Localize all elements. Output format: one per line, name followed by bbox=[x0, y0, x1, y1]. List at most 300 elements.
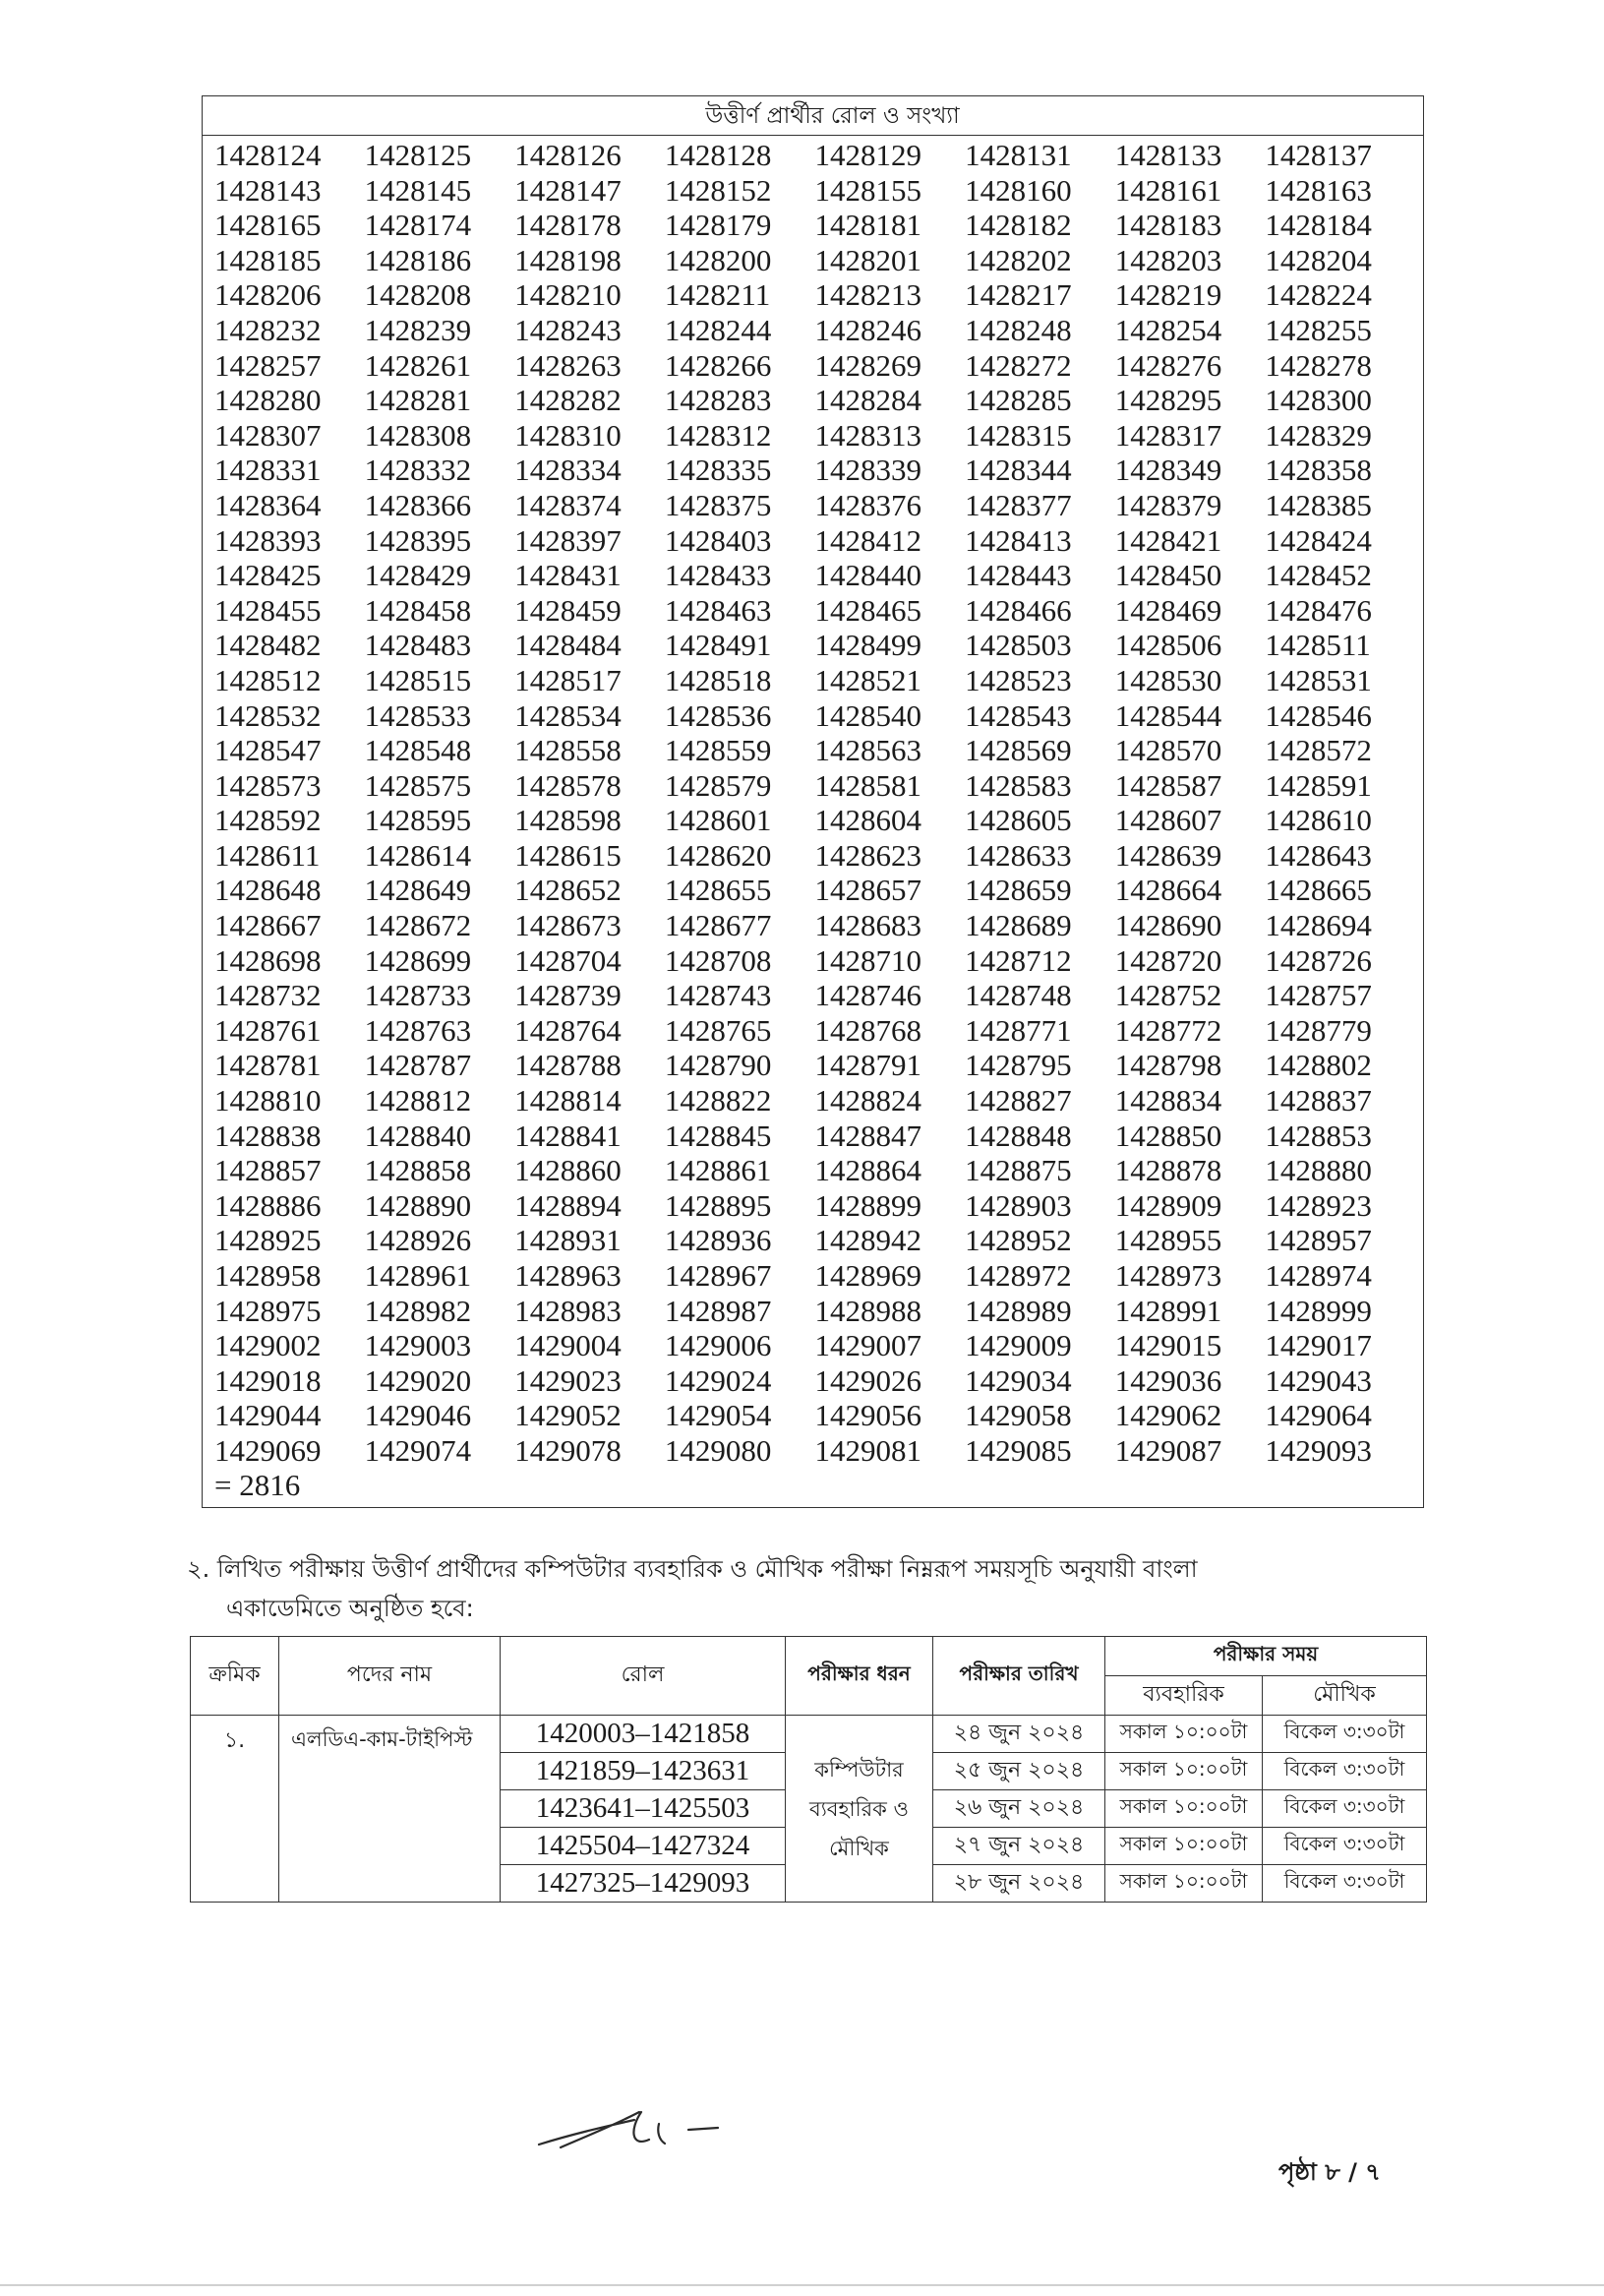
roll-number: 1428850 bbox=[1114, 1118, 1222, 1153]
roll-number: 1428200 bbox=[664, 242, 772, 277]
roll-number: 1428788 bbox=[514, 1048, 622, 1083]
roll-number: 1428482 bbox=[214, 628, 322, 663]
roll-number: 1428547 bbox=[214, 733, 322, 768]
roll-number: 1428515 bbox=[364, 662, 472, 697]
roll-number: 1428683 bbox=[814, 908, 921, 943]
roll-number: 1428623 bbox=[814, 837, 921, 873]
roll-number: 1428659 bbox=[965, 873, 1072, 908]
roll-number: 1428798 bbox=[1114, 1048, 1222, 1083]
roll-number: 1428315 bbox=[965, 417, 1072, 453]
roll-number: 1428184 bbox=[1265, 208, 1372, 243]
roll-number: 1428601 bbox=[664, 803, 772, 838]
roll-number: 1429056 bbox=[814, 1398, 921, 1433]
roll-number: 1429085 bbox=[965, 1432, 1072, 1468]
roll-number: 1428972 bbox=[965, 1258, 1072, 1293]
roll-number: 1428491 bbox=[664, 628, 772, 663]
roll-number: 1428761 bbox=[214, 1012, 322, 1048]
roll-number: 1428575 bbox=[364, 767, 472, 803]
roll-number: 1428450 bbox=[1114, 558, 1222, 593]
roll-number: 1428845 bbox=[664, 1118, 772, 1153]
roll-number: 1429046 bbox=[364, 1398, 472, 1433]
roll-number: 1428518 bbox=[664, 662, 772, 697]
roll-number: 1428743 bbox=[664, 978, 772, 1013]
roll-number: 1428374 bbox=[514, 487, 622, 522]
roll-number: 1428961 bbox=[364, 1258, 472, 1293]
roll-number: 1428147 bbox=[514, 172, 622, 208]
roll-number: 1428657 bbox=[814, 873, 921, 908]
roll-number: 1428548 bbox=[364, 733, 472, 768]
roll-number: 1428689 bbox=[965, 908, 1072, 943]
roll-number: 1428224 bbox=[1265, 277, 1372, 313]
header-exam-time: পরীক্ষার সময় bbox=[1105, 1637, 1427, 1676]
roll-number: 1429004 bbox=[514, 1328, 622, 1363]
roll-number: 1428429 bbox=[364, 558, 472, 593]
roll-number: 1428591 bbox=[1265, 767, 1372, 803]
roll-number: 1428165 bbox=[214, 208, 322, 243]
roll-number: 1428694 bbox=[1265, 908, 1372, 943]
roll-number: 1428463 bbox=[664, 592, 772, 628]
roll-range: 1420003–1421858 bbox=[501, 1716, 786, 1753]
roll-number: 1428425 bbox=[214, 558, 322, 593]
roll-number: 1428987 bbox=[664, 1293, 772, 1328]
roll-number: 1428708 bbox=[664, 942, 772, 978]
roll-number: 1428712 bbox=[965, 942, 1072, 978]
roll-number: 1428208 bbox=[364, 277, 472, 313]
roll-number: 1428726 bbox=[1265, 942, 1372, 978]
roll-number: 1428880 bbox=[1265, 1153, 1372, 1188]
roll-number: 1428607 bbox=[1114, 803, 1222, 838]
roll-number: 1428331 bbox=[214, 453, 322, 488]
roll-number: 1428206 bbox=[214, 277, 322, 313]
roll-number: 1429043 bbox=[1265, 1362, 1372, 1398]
roll-number: 1428853 bbox=[1265, 1118, 1372, 1153]
roll-number: 1428344 bbox=[965, 453, 1072, 488]
roll-number: 1428536 bbox=[664, 697, 772, 733]
roll-number: 1428126 bbox=[514, 138, 622, 172]
roll-range: 1421859–1423631 bbox=[501, 1753, 786, 1790]
roll-number: 1428532 bbox=[214, 697, 322, 733]
roll-number: 1428559 bbox=[664, 733, 772, 768]
viva-time: বিকেল ৩:৩০টা bbox=[1263, 1753, 1427, 1790]
roll-number: 1428878 bbox=[1114, 1153, 1222, 1188]
roll-number: 1428246 bbox=[814, 312, 921, 347]
roll-number: 1428280 bbox=[214, 383, 322, 418]
roll-number: 1428375 bbox=[664, 487, 772, 522]
roll-number: 1428581 bbox=[814, 767, 921, 803]
roll-number: 1428452 bbox=[1265, 558, 1372, 593]
roll-number: 1428248 bbox=[965, 312, 1072, 347]
roll-total: = 2816 bbox=[214, 1467, 301, 1502]
roll-number: 1428664 bbox=[1114, 873, 1222, 908]
signature bbox=[531, 2090, 767, 2159]
roll-number: 1429015 bbox=[1114, 1328, 1222, 1363]
roll-number: 1428143 bbox=[214, 172, 322, 208]
roll-number: 1428824 bbox=[814, 1083, 921, 1118]
roll-number: 1428643 bbox=[1265, 837, 1372, 873]
roll-number: 1428283 bbox=[664, 383, 772, 418]
roll-number: 1428133 bbox=[1114, 138, 1222, 172]
roll-number: 1428791 bbox=[814, 1048, 921, 1083]
header-viva: মৌখিক bbox=[1263, 1676, 1427, 1716]
roll-number: 1428530 bbox=[1114, 662, 1222, 697]
roll-number: 1428312 bbox=[664, 417, 772, 453]
roll-number: 1429036 bbox=[1114, 1362, 1222, 1398]
exam-date: ২৮ জুন ২০২৪ bbox=[933, 1865, 1105, 1903]
roll-number: 1428129 bbox=[814, 138, 921, 172]
roll-number: 1429087 bbox=[1114, 1432, 1222, 1468]
roll-number: 1428765 bbox=[664, 1012, 772, 1048]
roll-number: 1428211 bbox=[664, 277, 771, 313]
roll-number: 1428895 bbox=[664, 1187, 772, 1223]
roll-number: 1428848 bbox=[965, 1118, 1072, 1153]
roll-range: 1425504–1427324 bbox=[501, 1828, 786, 1865]
roll-number: 1428465 bbox=[814, 592, 921, 628]
roll-number: 1428266 bbox=[664, 347, 772, 383]
roll-number: 1428963 bbox=[514, 1258, 622, 1293]
roll-number: 1428160 bbox=[965, 172, 1072, 208]
roll-number: 1428614 bbox=[364, 837, 472, 873]
roll-number: 1428573 bbox=[214, 767, 322, 803]
roll-number: 1428857 bbox=[214, 1153, 322, 1188]
roll-number: 1428183 bbox=[1114, 208, 1222, 243]
roll-number: 1428124 bbox=[214, 138, 322, 172]
roll-number: 1428339 bbox=[814, 453, 921, 488]
roll-number: 1429078 bbox=[514, 1432, 622, 1468]
roll-number: 1428499 bbox=[814, 628, 921, 663]
roll-number: 1428412 bbox=[814, 522, 921, 558]
roll-number: 1428278 bbox=[1265, 347, 1372, 383]
roll-number: 1429009 bbox=[965, 1328, 1072, 1363]
viva-time: বিকেল ৩:৩০টা bbox=[1263, 1716, 1427, 1753]
roll-number: 1428958 bbox=[214, 1258, 322, 1293]
roll-number: 1428503 bbox=[965, 628, 1072, 663]
roll-number: 1428546 bbox=[1265, 697, 1372, 733]
roll-number: 1428787 bbox=[364, 1048, 472, 1083]
roll-number: 1428847 bbox=[814, 1118, 921, 1153]
roll-number: 1428988 bbox=[814, 1293, 921, 1328]
roll-number: 1428182 bbox=[965, 208, 1072, 243]
roll-number: 1428926 bbox=[364, 1223, 472, 1258]
roll-number: 1428202 bbox=[965, 242, 1072, 277]
roll-number: 1428764 bbox=[514, 1012, 622, 1048]
roll-number: 1428476 bbox=[1265, 592, 1372, 628]
roll-number: 1428431 bbox=[514, 558, 622, 593]
roll-number: 1428925 bbox=[214, 1223, 322, 1258]
bottom-rule bbox=[0, 2284, 1604, 2286]
roll-number: 1429062 bbox=[1114, 1398, 1222, 1433]
roll-number: 1428583 bbox=[965, 767, 1072, 803]
roll-number: 1428521 bbox=[814, 662, 921, 697]
roll-number: 1429034 bbox=[965, 1362, 1072, 1398]
roll-number: 1428544 bbox=[1114, 697, 1222, 733]
roll-number: 1429006 bbox=[664, 1328, 772, 1363]
roll-number: 1428834 bbox=[1114, 1083, 1222, 1118]
practical-time: সকাল ১০:০০টা bbox=[1105, 1865, 1263, 1903]
roll-number: 1428210 bbox=[514, 277, 622, 313]
exam-date: ২৭ জুন ২০২৪ bbox=[933, 1828, 1105, 1865]
roll-number: 1428704 bbox=[514, 942, 622, 978]
header-serial: ক্রমিক bbox=[191, 1637, 279, 1716]
viva-time: বিকেল ৩:৩০টা bbox=[1263, 1828, 1427, 1865]
roll-number: 1428955 bbox=[1114, 1223, 1222, 1258]
roll-number: 1428699 bbox=[364, 942, 472, 978]
roll-number: 1428284 bbox=[814, 383, 921, 418]
roll-number: 1428672 bbox=[364, 908, 472, 943]
roll-number: 1428592 bbox=[214, 803, 322, 838]
roll-number: 1429081 bbox=[814, 1432, 921, 1468]
roll-number: 1428952 bbox=[965, 1223, 1072, 1258]
roll-number: 1428633 bbox=[965, 837, 1072, 873]
roll-number: 1428802 bbox=[1265, 1048, 1372, 1083]
header-exam-date: পরীক্ষার তারিখ bbox=[933, 1637, 1105, 1716]
roll-number: 1429054 bbox=[664, 1398, 772, 1433]
roll-number: 1428973 bbox=[1114, 1258, 1222, 1293]
roll-number: 1428923 bbox=[1265, 1187, 1372, 1223]
roll-number: 1428213 bbox=[814, 277, 921, 313]
roll-number: 1428615 bbox=[514, 837, 622, 873]
roll-number: 1429020 bbox=[364, 1362, 472, 1398]
roll-number: 1428317 bbox=[1114, 417, 1222, 453]
roll-number: 1428989 bbox=[965, 1293, 1072, 1328]
roll-number: 1428698 bbox=[214, 942, 322, 978]
roll-number: 1428974 bbox=[1265, 1258, 1372, 1293]
roll-number: 1428957 bbox=[1265, 1223, 1372, 1258]
roll-number: 1428710 bbox=[814, 942, 921, 978]
practical-time: সকাল ১০:০০টা bbox=[1105, 1753, 1263, 1790]
roll-number: 1428578 bbox=[514, 767, 622, 803]
roll-number: 1429023 bbox=[514, 1362, 622, 1398]
roll-number: 1429018 bbox=[214, 1362, 322, 1398]
roll-number: 1428558 bbox=[514, 733, 622, 768]
roll-number: 1428570 bbox=[1114, 733, 1222, 768]
roll-number: 1428358 bbox=[1265, 453, 1372, 488]
roll-number: 1428517 bbox=[514, 662, 622, 697]
roll-number: 1428779 bbox=[1265, 1012, 1372, 1048]
roll-number: 1428673 bbox=[514, 908, 622, 943]
roll-number: 1428203 bbox=[1114, 242, 1222, 277]
viva-time: বিকেল ৩:৩০টা bbox=[1263, 1865, 1427, 1903]
header-roll: রোল bbox=[501, 1637, 786, 1716]
roll-number: 1428639 bbox=[1114, 837, 1222, 873]
roll-number: 1428975 bbox=[214, 1293, 322, 1328]
roll-number: 1428161 bbox=[1114, 172, 1222, 208]
roll-number: 1428894 bbox=[514, 1187, 622, 1223]
roll-number: 1428511 bbox=[1265, 628, 1371, 663]
roll-number: 1428563 bbox=[814, 733, 921, 768]
roll-number: 1428310 bbox=[514, 417, 622, 453]
roll-number: 1428569 bbox=[965, 733, 1072, 768]
roll-number: 1428531 bbox=[1265, 662, 1372, 697]
roll-number: 1428772 bbox=[1114, 1012, 1222, 1048]
roll-number: 1428155 bbox=[814, 172, 921, 208]
roll-number: 1428395 bbox=[364, 522, 472, 558]
roll-number: 1428178 bbox=[514, 208, 622, 243]
roll-number: 1428131 bbox=[965, 138, 1072, 172]
roll-number: 1428244 bbox=[664, 312, 772, 347]
roll-number: 1428579 bbox=[664, 767, 772, 803]
roll-number: 1428931 bbox=[514, 1223, 622, 1258]
roll-number: 1428335 bbox=[664, 453, 772, 488]
roll-number: 1428295 bbox=[1114, 383, 1222, 418]
exam-date: ২৪ জুন ২০২৪ bbox=[933, 1716, 1105, 1753]
roll-number: 1428506 bbox=[1114, 628, 1222, 663]
roll-number: 1428440 bbox=[814, 558, 921, 593]
viva-time: বিকেল ৩:৩০টা bbox=[1263, 1790, 1427, 1828]
roll-number: 1428746 bbox=[814, 978, 921, 1013]
roll-number: 1428909 bbox=[1114, 1187, 1222, 1223]
roll-number: 1428186 bbox=[364, 242, 472, 277]
roll-number: 1429044 bbox=[214, 1398, 322, 1433]
roll-number: 1428677 bbox=[664, 908, 772, 943]
roll-number: 1428334 bbox=[514, 453, 622, 488]
header-practical: ব্যবহারিক bbox=[1105, 1676, 1263, 1716]
roll-number: 1428875 bbox=[965, 1153, 1072, 1188]
roll-number: 1428860 bbox=[514, 1153, 622, 1188]
roll-number: 1429058 bbox=[965, 1398, 1072, 1433]
roll-list-header: উত্তীর্ণ প্রার্থীর রোল ও সংখ্যা bbox=[203, 96, 1423, 136]
roll-number: 1428587 bbox=[1114, 767, 1222, 803]
roll-number: 1428366 bbox=[364, 487, 472, 522]
roll-number: 1428421 bbox=[1114, 522, 1222, 558]
roll-number: 1428349 bbox=[1114, 453, 1222, 488]
roll-number: 1428655 bbox=[664, 873, 772, 908]
roll-number: 1428198 bbox=[514, 242, 622, 277]
roll-number: 1428543 bbox=[965, 697, 1072, 733]
roll-number: 1428841 bbox=[514, 1118, 622, 1153]
roll-number: 1428285 bbox=[965, 383, 1072, 418]
roll-number: 1429026 bbox=[814, 1362, 921, 1398]
roll-number: 1428145 bbox=[364, 172, 472, 208]
roll-number: 1428385 bbox=[1265, 487, 1372, 522]
roll-number: 1428403 bbox=[664, 522, 772, 558]
roll-number: 1428763 bbox=[364, 1012, 472, 1048]
roll-number: 1428281 bbox=[364, 383, 472, 418]
roll-number: 1428512 bbox=[214, 662, 322, 697]
roll-number: 1429074 bbox=[364, 1432, 472, 1468]
roll-number: 1428757 bbox=[1265, 978, 1372, 1013]
roll-number: 1428733 bbox=[364, 978, 472, 1013]
post-name: এলডিএ-কাম-টাইপিস্ট bbox=[279, 1716, 501, 1903]
roll-number: 1428254 bbox=[1114, 312, 1222, 347]
roll-number: 1428458 bbox=[364, 592, 472, 628]
roll-number: 1429007 bbox=[814, 1328, 921, 1363]
roll-number: 1428720 bbox=[1114, 942, 1222, 978]
roll-number: 1428822 bbox=[664, 1083, 772, 1118]
roll-number: 1428790 bbox=[664, 1048, 772, 1083]
paragraph-line-2: একাডেমিতে অনুষ্ঠিত হবে: bbox=[226, 1595, 474, 1622]
roll-number: 1428610 bbox=[1265, 803, 1372, 838]
roll-number: 1428942 bbox=[814, 1223, 921, 1258]
roll-number: 1428605 bbox=[965, 803, 1072, 838]
roll-number: 1428459 bbox=[514, 592, 622, 628]
roll-number: 1428748 bbox=[965, 978, 1072, 1013]
roll-number: 1428648 bbox=[214, 873, 322, 908]
roll-number: 1429052 bbox=[514, 1398, 622, 1433]
roll-number: 1428455 bbox=[214, 592, 322, 628]
roll-number: 1428667 bbox=[214, 908, 322, 943]
roll-number: 1428903 bbox=[965, 1187, 1072, 1223]
roll-number: 1428163 bbox=[1265, 172, 1372, 208]
roll-number: 1428649 bbox=[364, 873, 472, 908]
roll-number: 1428125 bbox=[364, 138, 472, 172]
roll-number: 1428739 bbox=[514, 978, 622, 1013]
roll-number: 1428936 bbox=[664, 1223, 772, 1258]
header-post-name: পদের নাম bbox=[279, 1637, 501, 1716]
roll-number: 1428413 bbox=[965, 522, 1072, 558]
roll-number: 1428533 bbox=[364, 697, 472, 733]
roll-number: 1428332 bbox=[364, 453, 472, 488]
roll-number: 1428899 bbox=[814, 1187, 921, 1223]
exam-date: ২৬ জুন ২০২৪ bbox=[933, 1790, 1105, 1828]
roll-number: 1428307 bbox=[214, 417, 322, 453]
roll-number: 1428128 bbox=[664, 138, 772, 172]
roll-number: 1428595 bbox=[364, 803, 472, 838]
roll-number: 1428983 bbox=[514, 1293, 622, 1328]
roll-number: 1428483 bbox=[364, 628, 472, 663]
roll-number: 1428861 bbox=[664, 1153, 772, 1188]
roll-number: 1428137 bbox=[1265, 138, 1372, 172]
roll-number: 1428466 bbox=[965, 592, 1072, 628]
roll-number: 1428611 bbox=[214, 837, 321, 873]
roll-number: 1428814 bbox=[514, 1083, 622, 1118]
roll-number: 1428232 bbox=[214, 312, 322, 347]
roll-number: 1428864 bbox=[814, 1153, 921, 1188]
roll-number: 1428282 bbox=[514, 383, 622, 418]
roll-number: 1429080 bbox=[664, 1432, 772, 1468]
roll-number: 1429024 bbox=[664, 1362, 772, 1398]
roll-number: 1428300 bbox=[1265, 383, 1372, 418]
roll-number: 1428469 bbox=[1114, 592, 1222, 628]
roll-number: 1428604 bbox=[814, 803, 921, 838]
roll-number: 1428377 bbox=[965, 487, 1072, 522]
roll-number: 1428999 bbox=[1265, 1293, 1372, 1328]
roll-number: 1428204 bbox=[1265, 242, 1372, 277]
roll-number: 1428838 bbox=[214, 1118, 322, 1153]
roll-number: 1428969 bbox=[814, 1258, 921, 1293]
roll-number: 1428261 bbox=[364, 347, 472, 383]
roll-number: 1428243 bbox=[514, 312, 622, 347]
schedule-intro-paragraph bbox=[187, 1549, 1426, 1628]
roll-number: 1428598 bbox=[514, 803, 622, 838]
roll-number: 1428364 bbox=[214, 487, 322, 522]
roll-number: 1428219 bbox=[1114, 277, 1222, 313]
roll-number: 1428534 bbox=[514, 697, 622, 733]
roll-number: 1428827 bbox=[965, 1083, 1072, 1118]
row-serial: ১. bbox=[191, 1716, 279, 1903]
practical-time: সকাল ১০:০০টা bbox=[1105, 1790, 1263, 1828]
roll-number: 1428201 bbox=[814, 242, 921, 277]
roll-number: 1428217 bbox=[965, 277, 1072, 313]
exam-date: ২৫ জুন ২০২৪ bbox=[933, 1753, 1105, 1790]
roll-number: 1429093 bbox=[1265, 1432, 1372, 1468]
roll-number: 1428313 bbox=[814, 417, 921, 453]
roll-number: 1428886 bbox=[214, 1187, 322, 1223]
roll-number: 1428329 bbox=[1265, 417, 1372, 453]
roll-number: 1428812 bbox=[364, 1083, 472, 1118]
roll-number: 1428768 bbox=[814, 1012, 921, 1048]
roll-number: 1428781 bbox=[214, 1048, 322, 1083]
roll-number: 1428540 bbox=[814, 697, 921, 733]
roll-number: 1428890 bbox=[364, 1187, 472, 1223]
roll-grid bbox=[214, 138, 1415, 1469]
roll-range: 1427325–1429093 bbox=[501, 1865, 786, 1903]
roll-number: 1428179 bbox=[664, 208, 772, 243]
paragraph-line-1: ২. লিখিত পরীক্ষায় উত্তীর্ণ প্রার্থীদের কম্পিউটার ব্যবহারিক ও মৌখিক পরীক্ষা নিম্নরূপ সময়সূচি অনুযায়ী বাংলা bbox=[187, 1555, 1198, 1583]
roll-number: 1428424 bbox=[1265, 522, 1372, 558]
roll-number: 1428152 bbox=[664, 172, 772, 208]
roll-number: 1428690 bbox=[1114, 908, 1222, 943]
roll-number: 1428443 bbox=[965, 558, 1072, 593]
